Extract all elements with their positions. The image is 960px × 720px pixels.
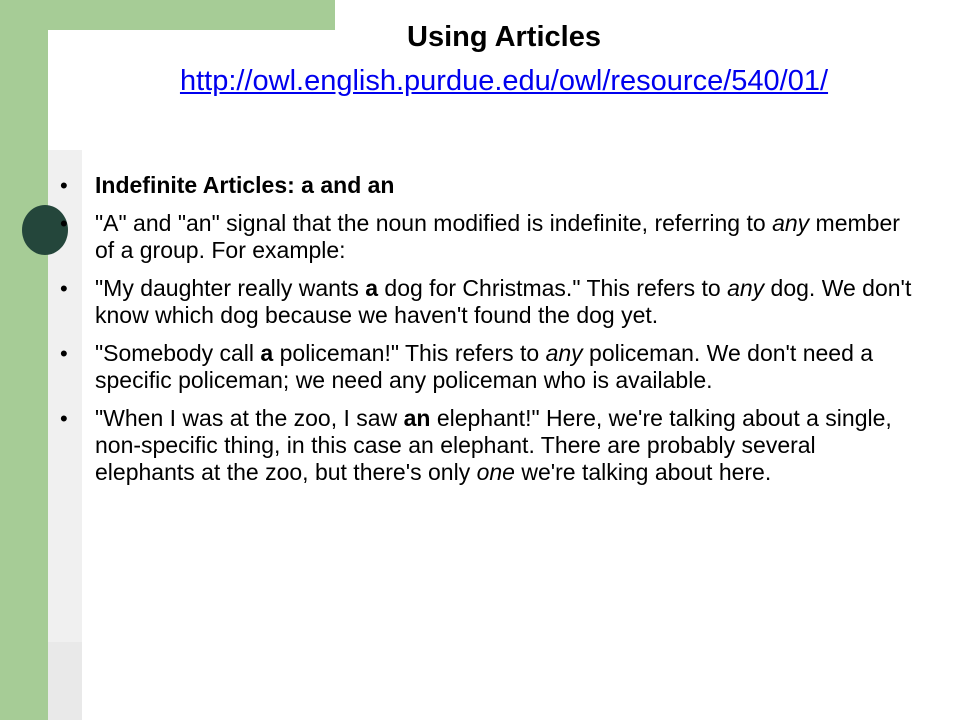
italic-run: any: [545, 340, 583, 366]
bullet-dot: •: [60, 341, 68, 366]
italic-run: any: [772, 210, 810, 236]
text-run: we're talking about here.: [514, 459, 772, 485]
bold-run: a: [260, 340, 274, 366]
bold-run: an: [403, 405, 431, 431]
text-run: "My daughter really wants: [95, 275, 366, 301]
text-run: member of a group. For example:: [95, 210, 900, 263]
source-link[interactable]: http://owl.english.purdue.edu/owl/resource/540/01/: [179, 65, 829, 97]
text-run: dog for Christmas." This refers to: [378, 275, 728, 301]
text-run: "A" and "an" signal that the noun modified is indefinite, referring to: [95, 210, 773, 236]
text-run: "When I was at the zoo, I saw: [95, 405, 404, 431]
bullet-text: [95, 210, 920, 264]
list-item: [60, 405, 920, 486]
list-item: [60, 210, 920, 264]
text-run: policeman. We don't need a specific policeman; we need any policeman who is available.: [95, 340, 874, 393]
bullet-list: [60, 172, 920, 497]
text-run: elephant!" Here, we're talking about a single, non-specific thing, in this case an elephant. There are probably several elephants at the zoo, but there's only: [95, 405, 892, 485]
list-item: [60, 172, 920, 199]
text-run: "Somebody call: [95, 340, 261, 366]
bullet-dot: •: [60, 173, 68, 198]
list-item: [60, 275, 920, 329]
italic-run: any: [727, 275, 765, 301]
bullet-text: [95, 340, 920, 394]
italic-run: one: [476, 459, 515, 485]
bullet-text: [95, 275, 920, 329]
text-run: dog. We don't know which dog because we haven't found the dog yet.: [95, 275, 912, 328]
bold-run: a: [365, 275, 379, 301]
text-run: policeman!" This refers to: [273, 340, 546, 366]
list-item: [60, 340, 920, 394]
bottom-gray-strip: [48, 642, 82, 720]
bullet-heading: Indefinite Articles: a and an: [95, 172, 395, 198]
bullet-dot: •: [60, 276, 68, 301]
bullet-dot: •: [60, 406, 68, 431]
bullet-text: [95, 405, 920, 486]
slide-title: Using Articles: [407, 21, 601, 53]
bullet-text: [95, 172, 394, 199]
bullet-dot: •: [60, 211, 68, 236]
title-block: [48, 20, 960, 98]
